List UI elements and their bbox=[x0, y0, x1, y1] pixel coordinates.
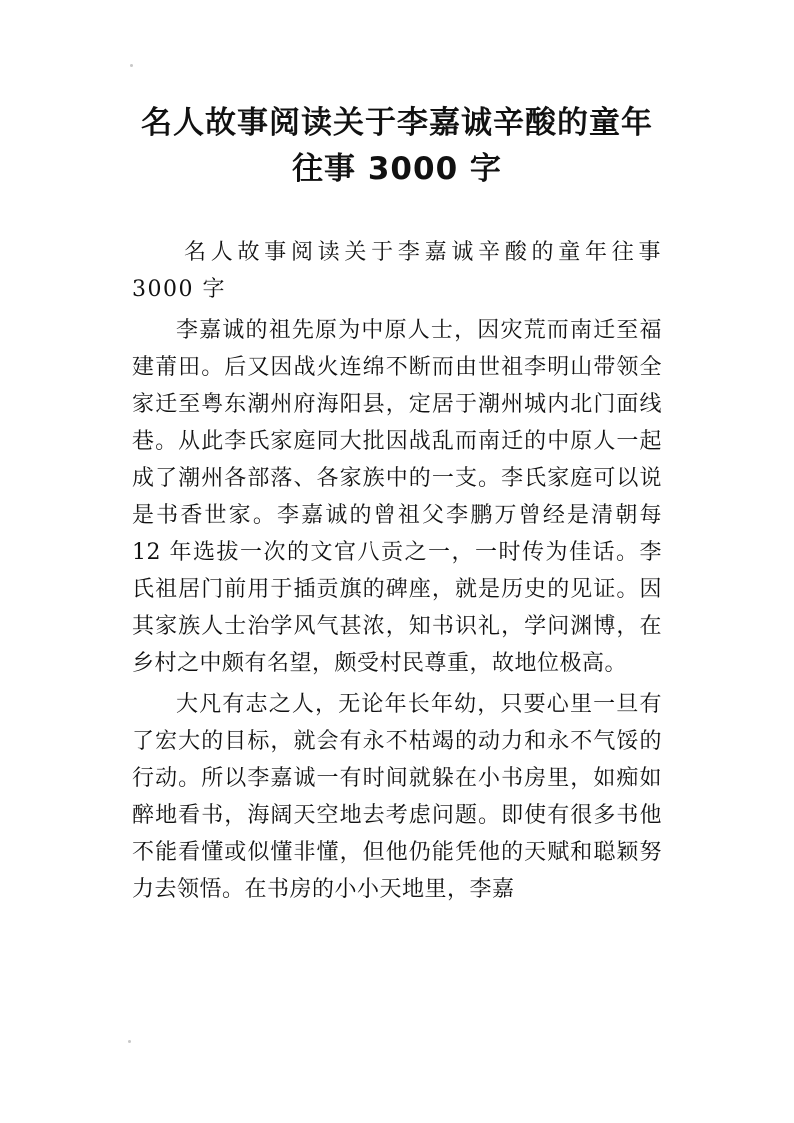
title-line-1: 名人故事阅读关于李嘉诚辛酸的童年 bbox=[141, 105, 653, 141]
scan-dot bbox=[130, 64, 133, 67]
body-paragraph-1: 李嘉诚的祖先原为中原人士，因灾荒而南迁至福建莆田。后又因战火连绵不断而由世祖李明山带领全家迁至粤东潮州府海阳县，定居于潮州城内北门面线巷。从此李氏家庭同大批因战乱而南迁的中原人一起成了潮州各部落、各家族中的一支。李氏家庭可以说是书香世家。李嘉诚的曾祖父李鹏万曾经是清朝每 12 年选拔一次的文官八贡之一，一时传为佳话。李氏祖居门前用于插贡旗的碑座，就是历史的见证。因其家族人士治学风气甚浓，知书识礼，学问渊博，在乡村之中颇有名望，颇受村民尊重，故地位极高。 bbox=[132, 318, 662, 676]
document-body bbox=[132, 234, 662, 912]
body-paragraph-2: 大凡有志之人，无论年长年幼，只要心里一旦有了宏大的目标，就会有永不枯竭的动力和永不气馁的行动。所以李嘉诚一有时间就躲在小书房里，如痴如醉地看书，海阔天空地去考虑问题。即使有很多书他不能看懂或似懂非懂，但他仍能凭他的天赋和聪颖努力去领悟。在书房的小小天地里，李嘉 bbox=[132, 692, 662, 902]
subtitle-paragraph: 名人故事阅读关于李嘉诚辛酸的童年往事 3000 字 bbox=[132, 240, 662, 302]
scan-dot bbox=[128, 1040, 131, 1043]
document-title bbox=[100, 100, 694, 192]
title-line-2: 往事 3000 字 bbox=[292, 151, 502, 187]
